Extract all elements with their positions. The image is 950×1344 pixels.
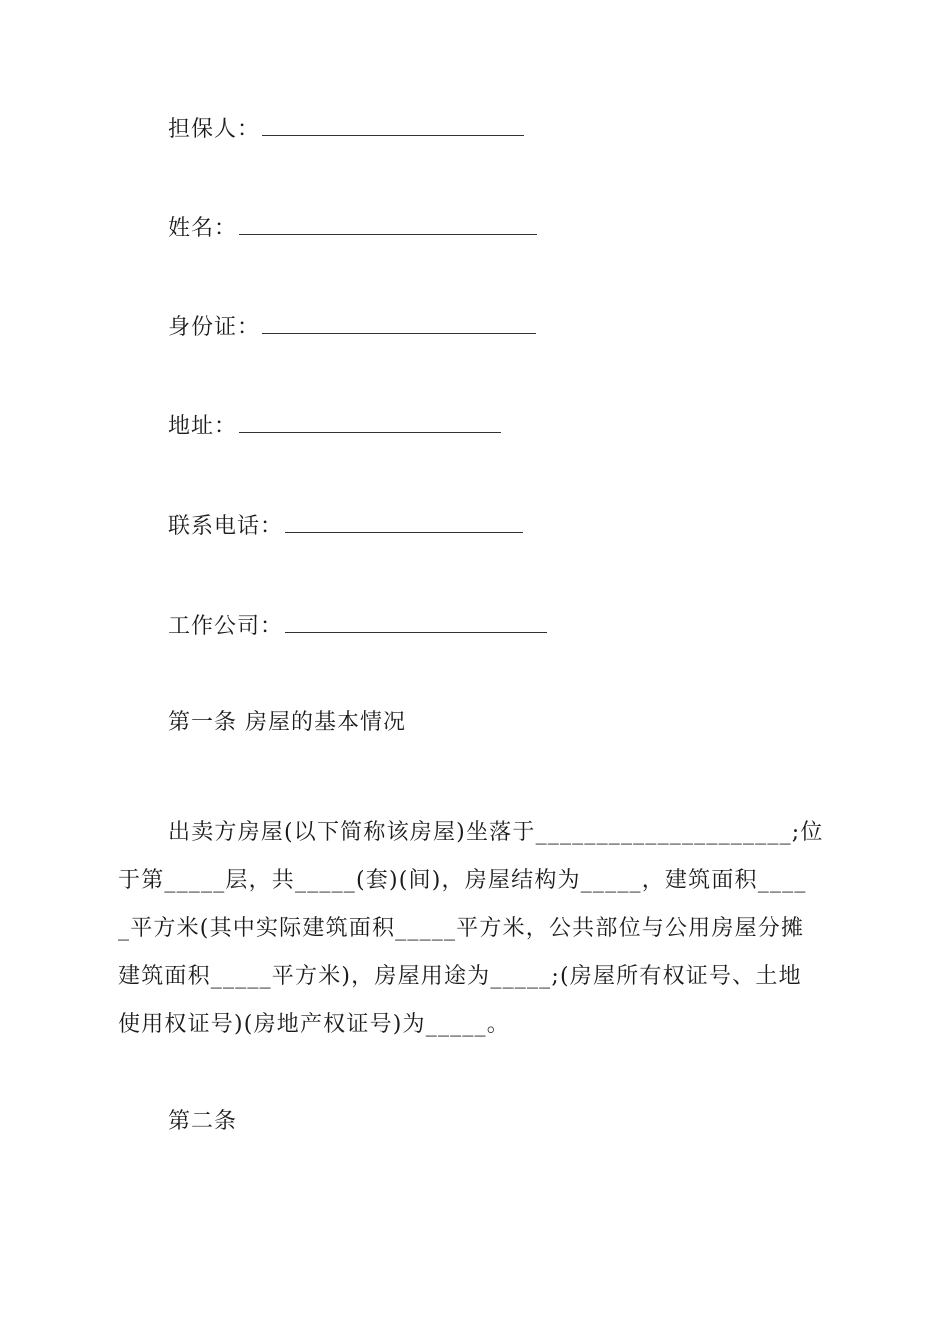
article1-title: 第一条 房屋的基本情况 — [168, 710, 406, 735]
id-card-blank — [262, 311, 536, 334]
company-field — [168, 610, 547, 640]
id-card-field — [168, 311, 536, 341]
company-label: 工作公司： — [168, 614, 284, 639]
company-blank — [285, 610, 547, 633]
phone-field — [168, 510, 523, 540]
paragraph-line: _平方米(其中实际建筑面积_____平方米，公共部位与公用房屋分摊 — [118, 916, 805, 941]
name-field — [168, 212, 537, 242]
id-card-label: 身份证： — [168, 315, 261, 340]
guarantor-field — [168, 113, 524, 143]
article1-paragraph — [118, 809, 838, 1049]
phone-blank — [285, 510, 523, 533]
name-label: 姓名： — [168, 216, 238, 241]
address-blank — [239, 410, 501, 433]
guarantor-label: 担保人： — [168, 117, 261, 142]
address-label: 地址： — [168, 414, 238, 439]
phone-label: 联系电话： — [168, 514, 284, 539]
guarantor-blank — [262, 113, 524, 136]
address-field — [168, 410, 501, 440]
paragraph-line: 于第_____层，共_____(套)(间)，房屋结构为_____，建筑面积____ — [118, 868, 807, 893]
name-blank — [239, 212, 537, 235]
paragraph-line: 使用权证号)(房地产权证号)为_____。 — [118, 1012, 510, 1037]
article2-title: 第二条 — [168, 1109, 238, 1134]
paragraph-line: 出卖方房屋(以下简称该房屋)坐落于_____________________;位 — [168, 820, 824, 845]
paragraph-line: 建筑面积_____平方米)，房屋用途为_____;(房屋所有权证号、土地 — [118, 964, 802, 989]
